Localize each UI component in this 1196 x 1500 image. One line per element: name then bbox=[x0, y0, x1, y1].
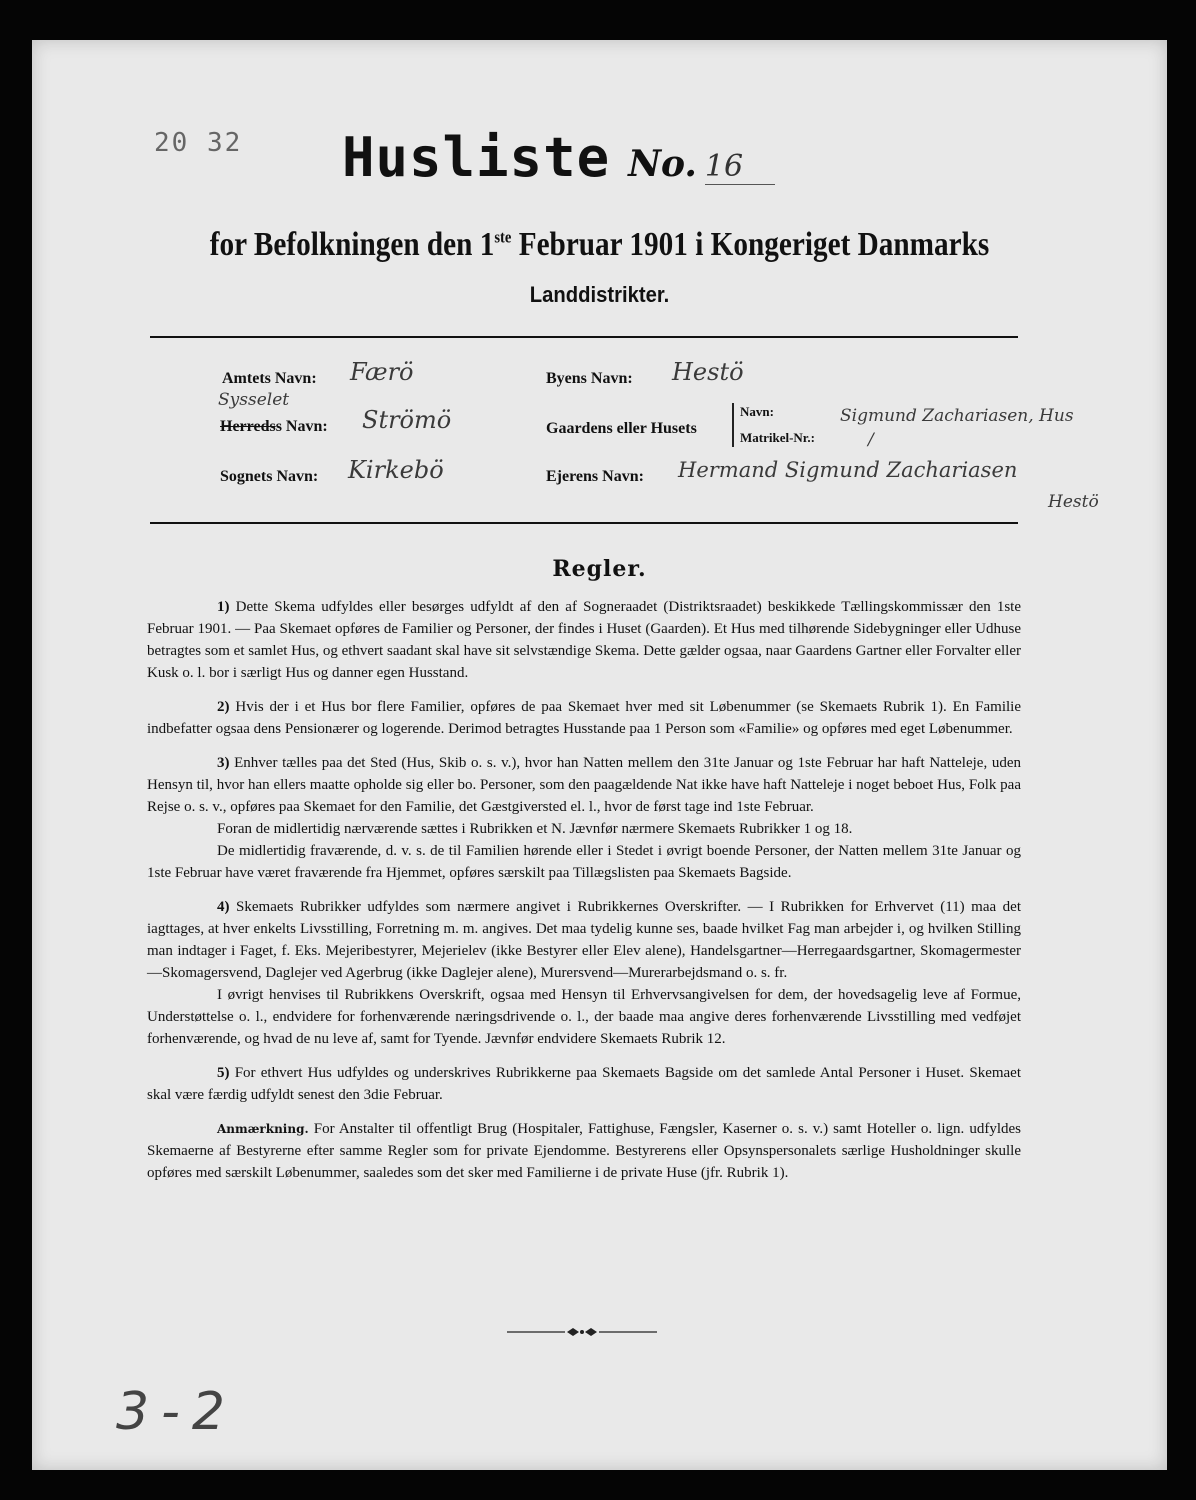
form-title: Husliste bbox=[342, 126, 611, 189]
owner-value: Hermand Sigmund Zachariasen bbox=[678, 458, 1018, 482]
rule-3-number: 3) bbox=[217, 755, 230, 771]
ornament-divider bbox=[507, 1326, 657, 1338]
list-number-value: 16 bbox=[705, 149, 775, 185]
rule-5-text: For ethvert Hus udfyldes og underskrives Rubrikkerne paa Skemaets Bagside om det samlede Antal Personer i Huset. Skemaet skal være færdig udfyldt senest den 3die Februar. bbox=[147, 1065, 1021, 1103]
cadastral-label: Matrikel-Nr.: bbox=[740, 430, 815, 445]
farm-name-value: Sigmund Zachariasen, Hus bbox=[840, 406, 1074, 426]
rule-3 bbox=[147, 752, 1021, 818]
herred-correction: Sysselet bbox=[218, 390, 290, 410]
farm-label: Gaardens eller Husets bbox=[546, 420, 697, 437]
number-label: No. bbox=[628, 143, 697, 185]
rule-5-number: 5) bbox=[217, 1065, 230, 1081]
rule-3-continued: Foran de midlertidig nærværende sættes i Rubrikken et N. Jævnfør nærmere Skemaets Rubrikker 1 og 18. bbox=[217, 821, 853, 837]
bottom-divider bbox=[150, 522, 1018, 524]
herred-struck-word: Herreds bbox=[220, 418, 276, 435]
subtitle-text: for Befolkningen den 1 bbox=[209, 226, 495, 263]
note-text: For Anstalter til offentligt Brug (Hospitaler, Fattighuse, Fængsler, Kaserner o. s. v.) samt Hoteller o. lign. udfyldes Skemaerne af Bestyrerne efter samme Regler som for private Ejendomme. Bestyrerens eller Opsynspersonalets særlige Husholdninger skulle opføres med særskilt Løbenummer, saaledes som det sker med Familierne i de private Huse (jfr. Rubrik 1). bbox=[147, 1121, 1021, 1181]
archive-reference-number: 20 32 bbox=[154, 128, 243, 158]
rule-4-text: Skemaets Rubrikker udfyldes som nærmere angivet i Rubrikkernes Overskrifter. — I Rubrikken for Erhvervet (11) maa det iagttages, at hver enkelts Livsstilling, Forretning m. m. angives. Det maa tydelig kunne ses, baade hvilket Fag man arbejder i, og hvilken Stilling man indtager i Faget, f. Eks. Mejeribestyrer, Mejerielev (ikke Bestyrer eller Elev alene), Handelsgartner—Herregaardsgartner, Skomagermester—Skomagersvend, Daglejer ved Agerbrug (ikke Daglejer alene), Murersvend—Murerarbejdsmand o. s. fr. bbox=[147, 899, 1021, 981]
top-divider bbox=[150, 336, 1018, 338]
herred-label bbox=[220, 418, 328, 436]
owner-value-line2: Hestö bbox=[1048, 492, 1099, 512]
district-type: Landdistrikter. bbox=[529, 282, 670, 307]
rule-4-number: 4) bbox=[217, 899, 230, 915]
owner-label: Ejerens Navn: bbox=[546, 468, 644, 485]
rule-1-number: 1) bbox=[217, 599, 230, 615]
parish-label: Sognets Navn: bbox=[220, 468, 319, 485]
rule-1-text: Dette Skema udfyldes eller besørges udfyldt af den af Sogneraadet (Distriktsraadet) beskikkede Tællingskommissær den 1ste Februar 1901. — Paa Skemaet opføres de Familier og Personer, der findes i Huset (Gaarden). Et Hus med tilhørende Sidebygninger eller Udhuse betragtes som et samlet Hus, og ethvert saadant skal have sit selvstændige Skema. Dette gælder ogsaa, naar Gaardens Gartner eller Forvalter eller Kusk o. l. bor i særligt Hus og danner egen Husstand. bbox=[147, 599, 1021, 681]
herred-label-suffix: s Navn: bbox=[275, 418, 328, 435]
town-label: Byens Navn: bbox=[546, 370, 633, 387]
farm-name-label: Navn: bbox=[740, 404, 774, 419]
rule-4 bbox=[147, 896, 1021, 984]
subtitle-superscript: ste bbox=[494, 227, 512, 247]
rule-3-text: Enhver tælles paa det Sted (Hus, Skib o. s. v.), hvor han Natten mellem den 31te Januar og 1ste Februar har haft Natteleje, uden Hensyn til, hvor han ellers maatte opholde sig eller bo. Personer, som den paagældende Nat ikke have haft Natteleje i noget beboet Hus, Folk paa Rejse o. s. v., opføres paa Skemaet for den Familie, det Gæstgiversted el. l., hvor de først tage ind 1ste Februar. bbox=[147, 755, 1021, 815]
parish-value: Kirkebö bbox=[348, 456, 444, 484]
handwritten-corner-mark: 3-2 bbox=[116, 1382, 237, 1442]
town-value: Hestö bbox=[672, 358, 744, 386]
rule-3-continued-2: De midlertidig fraværende, d. v. s. de til Familien hørende eller i Stedet i øvrigt boende Personer, der Natten mellem 31te Januar og 1ste Februar have været fraværende fra Hjemmet, opføres særskilt paa Tillægslisten paa Skemaets Bagside. bbox=[147, 843, 1021, 881]
form-subtitle bbox=[111, 226, 1087, 264]
census-form-page bbox=[32, 40, 1167, 1470]
title-row bbox=[342, 126, 775, 189]
subtitle-text-end: Februar 1901 i Kongeriget Danmarks bbox=[511, 226, 990, 263]
herred-value: Strömö bbox=[362, 406, 452, 434]
rule-1 bbox=[147, 596, 1021, 684]
rule-5 bbox=[147, 1062, 1021, 1106]
farm-brace bbox=[732, 403, 734, 447]
rule-4-continued: I øvrigt henvises til Rubrikkens Overskrift, ogsaa med Hensyn til Erhvervsangivelsen for dem, der hovedsagelig leve af Formue, Understøttelse o. l., endvidere for forhenværende næringsdrivende o. l., der baade maa angive deres forhenværende Livsstilling med vedføjet forhenværende, og hvad de nu leve af, samt for Tyende. Jævnfør endvidere Skemaets Rubrik 12. bbox=[147, 987, 1021, 1047]
note-title: Anmærkning. bbox=[217, 1122, 309, 1136]
rule-2-text: Hvis der i et Hus bor flere Familier, opføres de paa Skemaet hver med sit Løbenummer (se Skemaets Rubrik 1). En Familie indbefatter ogsaa dens Pensionærer og logerende. Derimod betragtes Husstande paa 1 Person som «Familie» og opføres med eget Løbenummer. bbox=[147, 699, 1021, 737]
amt-value: Færö bbox=[350, 358, 414, 386]
rule-2 bbox=[147, 696, 1021, 740]
rules-heading: Regler. bbox=[552, 556, 647, 582]
note bbox=[147, 1118, 1021, 1184]
cadastral-value: / bbox=[868, 430, 874, 450]
rule-2-number: 2) bbox=[217, 699, 230, 715]
rules-body bbox=[147, 596, 1021, 1196]
amt-label: Amtets Navn: bbox=[222, 370, 317, 387]
